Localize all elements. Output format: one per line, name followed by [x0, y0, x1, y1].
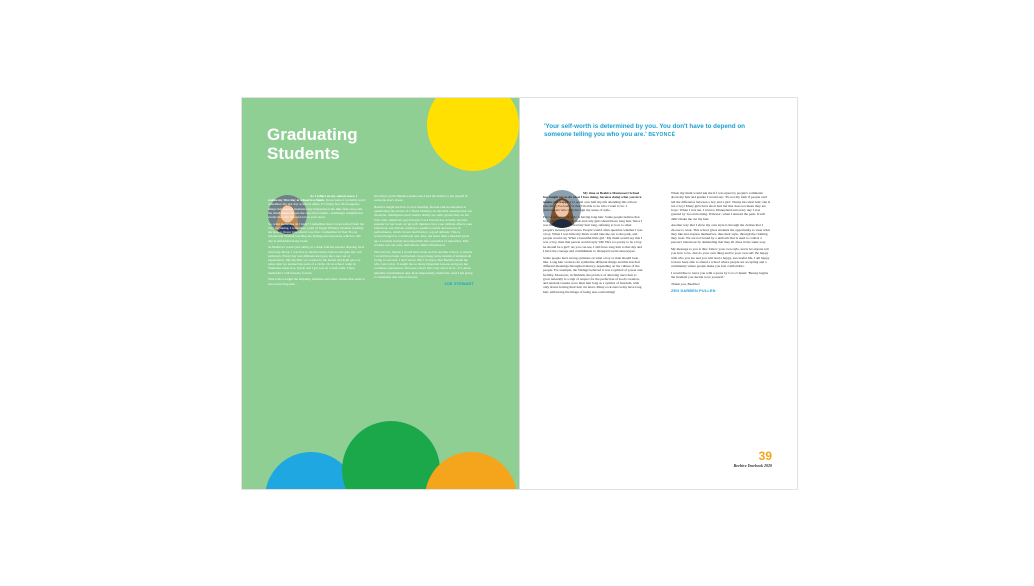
right-column-1 [543, 191, 643, 297]
paragraph: Some people have strong opinions on what a boy or man should look like. Long hair on men can symbolise different things and this has had different meanings throughout history, depending on the culture of the people. For example, the Vikings believed it was a symbol of power and fertility. Moreover, in Sikhism, the practice of allowing one's hair to grow naturally is a sign of respect for the perfection of God's creation, and Ancient Greeks wore their hair long as a symbol of freedom, with only slaves having their hair cut short. Many rock stars today have long hair, embracing the image of being non-conforming! [543, 255, 643, 294]
left-column-1 [268, 194, 366, 288]
paragraph: At Beehive I wasn't just sitting at a desk with the teacher drawing facts down my throat. I was free to intellectually explore and gain my own pathways. Every day was different and gave me a new set of experiences, like the time we worked in the marks and Kath gave us pizza after we learned the parts of a circle. Or on school camp in Tasmania when Zoe, Dylan and I got lost on a bush walk. These memories I will treasure forever. [268, 245, 365, 275]
orange-circle-decoration [425, 452, 517, 490]
left-column-2 [374, 194, 474, 286]
paragraph [543, 191, 643, 212]
paragraph [268, 194, 366, 219]
green-circle-decoration [342, 421, 440, 490]
paragraph-text: In ten years, I probably won't remember my last day at school either. It's funny how that happens; things that seemed momentously important at the time fade away and the small memories are the ones that remain—seemingly insignificant events that stay tattooed across your heart. [268, 198, 366, 220]
quote-author: BEYONCÉ [648, 132, 676, 138]
paragraph: Another way that I show my own style is through the clothes that I choose to wear. This school gives students the opportunity to wear what they like and express themselves, thus their style, through the clothing they wear. We are not bound by a uniform that is used to control a person's behaviour by demanding that they all dress in the same way. [671, 223, 770, 245]
lead-sentence: My time at Beehive Montessori School has taught me to do what I love doing, because doing what you love makes you happy. [543, 191, 642, 204]
paragraph: in today's world. Beehive made sure I had the ability to put myself in someone else's shoes. [374, 194, 468, 203]
paragraph: Who knows, maybe I would have done well in another school, or maybe I would have been overlooked, swept along in the stream of students all trying to succeed. I don't know. But I do know that Beehive made me who I am today. It taught me so many important lessons and gave me countless experiences. Because school isn't only about facts—it's about empathy and kindness and, most importantly, memories. And I am going to remember this school forever. [374, 249, 473, 279]
paragraph: So, what memories do I have? I remember that I loved school from the very beginning. I remember a pair of Upper Primary students teaching me how to finger knit when I was five. I remember in Year Six an Adolescent Student teaching me Pythagoras's theorem, which to this day is embedded in my brain. [268, 221, 365, 243]
page-fold [519, 97, 520, 490]
paragraph: Thank you, Beehive! [671, 282, 700, 287]
page-number: 39 [758, 449, 772, 463]
quote-text: 'Your self-worth is determined by you. You don't have to depend on someone telling you who you are.' [544, 123, 746, 138]
yearbook-spread [241, 97, 798, 490]
author-byline: ZOE STEWART [444, 281, 474, 286]
author-byline: ZEN DARBEN PULLEN [671, 288, 716, 293]
paragraph: My message to you is this: follow your own style, never let anyone tell you how to be. Just do your own thing and be your own self. Be happy with who you are and you will lead a happy, successful life. I am happy to have been able to attend a school where people are accepting and a community where people make you feel comfortable. [671, 247, 770, 269]
paragraph: This school taught me empathy, kindness and other virtues that seem to have been forgotten [268, 277, 365, 286]
pull-quote [544, 123, 754, 139]
right-column-2 [671, 191, 771, 293]
paragraph: Beehive taught me how to love learning. Recent talk in education is questioning the notion of a 'fixed' mindset; an idea that assumes that our character, intelligence and creative ability are static givens that we are born with. American psychologist Carol Dweck has recently become popular for her work on 'growth' mindset: how your attitude affects your behaviour and actions, leading to positive results and success in performance, which in turn lead back to a good attitude. This is acknowledged as a relatively new idea, but more than a hundred years ago a woman in Italy developed this into a practice of education. This woman was our own, marvellous, Maria Montessori. [374, 205, 473, 247]
page-title: Graduating Students [267, 125, 358, 163]
paragraph: Part of my sense of style is having long hair. Some people believe that boys should have short hair and only girls should have long hair. Since I was little, I've always had my hair long, refusing to bow to other people's stereotypical views. People would often question whether I was a boy. When I was little my mum would take me out to the park, and people would say 'What a beautiful little girl.' My mum would say that I was a boy, then that person would reply 'Oh! He's too pretty to be a boy, he should be a girl!' As you can see, I still have long hair to this day and I have the courage and commitment to disregard social stereotypes. [543, 214, 643, 253]
left-page [241, 97, 519, 490]
paragraph: When my mum would ask me if I was upset by people's comments about my hair and gender I would say: 'It's not my fault if people can't tell the difference between a boy and a girl.' Nanny has short hair; she is not a boy! Many girls have short hair but that does not mean they are boys.' When I was ten, I went to Disneyland and every day I was greeted by 'Good morning, Princess', when I entered the park. It still didn't make me cut my hair. [671, 191, 771, 221]
yellow-circle-decoration [427, 97, 519, 171]
paragraph: I would like to leave you with a quote by Coco Chanel: 'Beauty begins the moment you decide to be yourself.' [671, 271, 769, 280]
lead-sentence: As I reflect on my school years, I realise my first day at school is a blank. [268, 194, 358, 203]
right-page [519, 97, 798, 490]
paragraph-text: I've spent over half my life attending this school. One thing I've learnt is that I'm able to be who I want to be. I demonstrate who I am through my sense of style. [543, 199, 638, 212]
yearbook-footer: Beehive Yearbook 2020 [733, 463, 772, 468]
